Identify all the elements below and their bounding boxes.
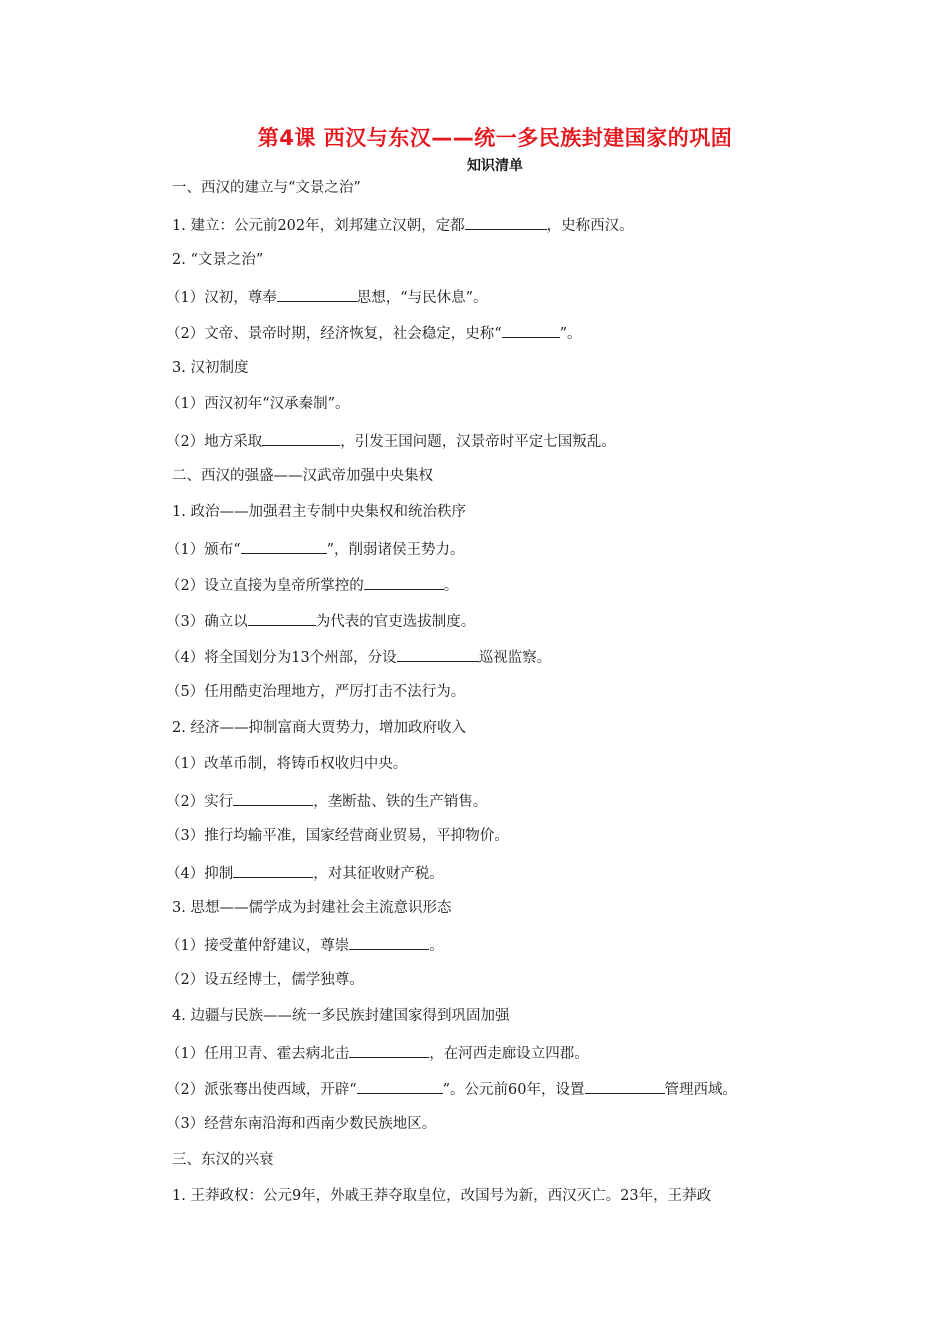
line-text: （1）汉初，尊奉 (166, 290, 277, 306)
list-item (172, 1006, 509, 1026)
fill-in-blank[interactable] (277, 286, 357, 302)
line-text: 1. 王莽政权：公元9年，外戚王莽夺取皇位，改国号为新，西汉灭亡。23年，王莽政 (172, 1188, 712, 1204)
line-text: 。 (429, 938, 444, 954)
fill-in-blank[interactable] (248, 610, 316, 626)
sub-item (166, 646, 551, 668)
sub-item (166, 934, 444, 956)
sub-item (166, 610, 475, 632)
list-item (172, 250, 263, 270)
sub-item (166, 1042, 589, 1064)
fill-in-blank[interactable] (349, 1042, 429, 1058)
fill-in-blank[interactable] (397, 646, 479, 662)
line-text: 3. 汉初制度 (172, 360, 249, 376)
list-item (172, 1186, 711, 1206)
line-text: 。 (443, 578, 459, 594)
list-item (172, 358, 248, 378)
line-text: 2. 经济——抑制富商大贾势力，增加政府收入 (172, 720, 466, 736)
fill-in-blank[interactable] (233, 790, 313, 806)
sub-item (166, 970, 364, 990)
line-text: ，对其征收财产税。 (313, 866, 444, 882)
line-text: 3. 思想——儒学成为封建社会主流意识形态 (172, 900, 452, 916)
sub-item (166, 574, 458, 596)
line-text: 三、东汉的兴衰 (172, 1152, 274, 1168)
section-heading (172, 466, 433, 486)
line-text: （1）颁布“ (166, 542, 241, 558)
line-text: （1）接受董仲舒建议，尊崇 (166, 938, 350, 954)
fill-in-blank[interactable] (233, 862, 313, 878)
sub-item (166, 790, 487, 812)
line-text: （1）西汉初年“汉承秦制”。 (166, 396, 350, 412)
fill-in-blank[interactable] (357, 1078, 443, 1094)
line-text: 思想，“与民休息”。 (356, 290, 488, 306)
line-text: （2）实行 (166, 794, 234, 810)
line-text: （3）推行均输平准，国家经营商业贸易，平抑物价。 (166, 828, 509, 844)
section-heading (172, 178, 361, 198)
sub-item (166, 430, 616, 452)
line-text: （5）任用酷吏治理地方，严厉打击不法行为。 (166, 684, 466, 700)
fill-in-blank[interactable] (364, 574, 444, 590)
line-text: （2）派张骞出使西域，开辟“ (166, 1082, 357, 1098)
line-text: （4）将全国划分为13个州部，分设 (166, 650, 397, 666)
line-text: ，史称西汉。 (546, 218, 634, 234)
list-item (172, 718, 466, 738)
line-text: 管理西域。 (664, 1082, 738, 1098)
line-text: ，在河西走廊设立四郡。 (429, 1046, 589, 1062)
sub-item (166, 1114, 436, 1134)
sub-item (166, 1078, 737, 1100)
sub-item (166, 754, 407, 774)
list-item (172, 502, 466, 522)
sub-item (166, 322, 582, 344)
page-title: 第4课 西汉与东汉——统一多民族封建国家的巩固 (257, 126, 733, 150)
sub-item (166, 862, 444, 884)
sub-item (166, 538, 465, 560)
page-subtitle: 知识清单 (467, 158, 523, 174)
sub-item (166, 826, 509, 846)
line-text: （1）改革币制，将铸币权收归中央。 (166, 756, 408, 772)
line-text: 1. 政治——加强君主专制中央集权和统治秩序 (172, 504, 466, 520)
line-text: （3）经营东南沿海和西南少数民族地区。 (166, 1116, 437, 1132)
fill-in-blank[interactable] (241, 538, 327, 554)
line-text: ”。 (559, 326, 582, 342)
fill-in-blank[interactable] (465, 214, 547, 230)
fill-in-blank[interactable] (349, 934, 429, 950)
line-text: 一、西汉的建立与“文景之治” (172, 180, 361, 196)
line-text: 巡视监察。 (478, 650, 552, 666)
line-text: ，垄断盐、铁的生产销售。 (313, 794, 488, 810)
line-text: （4）抑制 (166, 866, 234, 882)
line-text: （2）设立直接为皇帝所掌控的 (166, 578, 364, 594)
line-text: （2）设五经博士，儒学独尊。 (166, 972, 364, 988)
line-text: （2）文帝、景帝时期，经济恢复，社会稳定，史称“ (166, 326, 502, 342)
list-item (172, 214, 634, 236)
line-text: 4. 边疆与民族——统一多民族封建国家得到巩固加强 (172, 1008, 510, 1024)
line-text: 1. 建立：公元前202年，刘邦建立汉朝，定都 (172, 218, 465, 234)
line-text: ”，削弱诸侯王势力。 (326, 542, 465, 558)
line-text: （1）任用卫青、霍去病北击 (166, 1046, 350, 1062)
list-item (172, 898, 451, 918)
line-text: ”。公元前60年，设置 (442, 1082, 585, 1098)
fill-in-blank[interactable] (585, 1078, 665, 1094)
section-heading (172, 1150, 274, 1170)
fill-in-blank[interactable] (262, 430, 340, 446)
sub-item (166, 394, 350, 414)
line-text: （2）地方采取 (166, 434, 263, 450)
line-text: 为代表的官吏选拔制度。 (315, 614, 476, 630)
line-text: ，引发王国问题，汉景帝时平定七国叛乱。 (340, 434, 616, 450)
sub-item (166, 286, 488, 308)
line-text: （3）确立以 (166, 614, 248, 630)
fill-in-blank[interactable] (502, 322, 560, 338)
sub-item (166, 682, 465, 702)
line-text: 二、西汉的强盛——汉武帝加强中央集权 (172, 468, 433, 484)
line-text: 2. “文景之治” (172, 252, 264, 268)
